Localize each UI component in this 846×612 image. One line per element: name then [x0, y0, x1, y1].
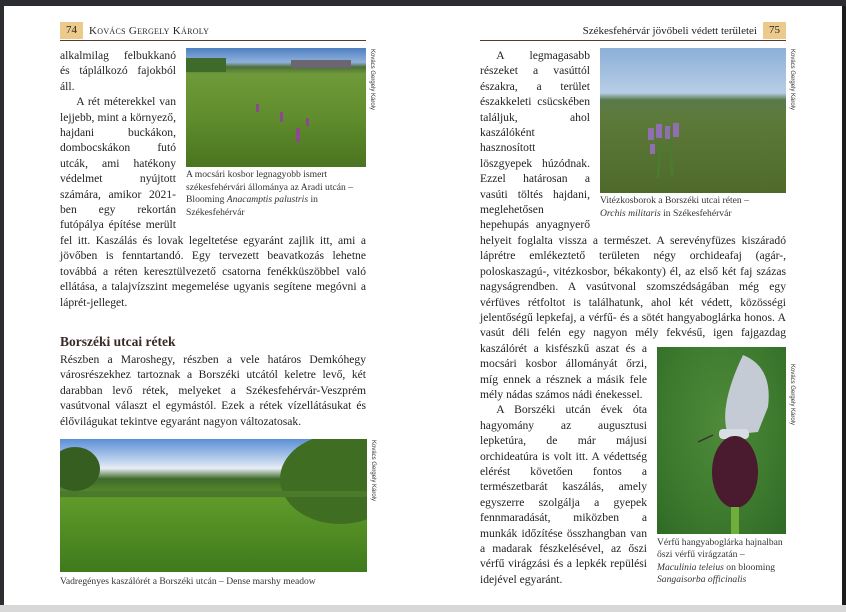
species-name: Maculinia teleius: [657, 561, 724, 573]
page-75: [423, 6, 842, 605]
photo-butterfly: [657, 347, 786, 534]
photo-credit: Kovács Gergely Károly: [369, 49, 375, 111]
page-74: [4, 6, 423, 605]
orchid-graphic: [600, 48, 786, 193]
page-header: [60, 22, 366, 41]
figure-marsh-orchid: [186, 48, 375, 219]
page-header: [480, 22, 786, 41]
photo-credit: Kovács Gergely Károly: [370, 439, 376, 501]
page-number: 74: [60, 22, 83, 39]
photo-caption: [186, 169, 366, 219]
body-text: kiszáradó láprétre emlékeztető területen négy orchideafaj (agár-, poloskaszagú-, vitézkosbor, békakonty) él, az első két faj százas nagyságrendben. A vasútvonal szomszédságában még egy vérfüves rétfoltot is találhatunk, ahol két védett, közösségi jelentőségű lepkefaj, a vérfű- és a sötét hangyaboglárka honos. A vasút déli felén egy nagyon mély fekvésű, igen: [480, 233, 786, 340]
butterfly-graphic: [673, 347, 786, 534]
species-name: Sangaisorba officinalis: [657, 574, 747, 586]
page-number: 75: [763, 22, 786, 39]
column-text: A rét méterekkel van lejjebb, mint a környező, hajdani buckákon, dombocskákon futó utcák, ami hatékony védelmet nyújtott számára, amikor 2021-ben egy rekortán futópálya építése merült fel itt. Kaszálás: [60, 95, 176, 247]
caption-en: in Székesfehérvár: [186, 194, 318, 218]
photo-credit: Kovács Gergely Károly: [789, 49, 795, 111]
figure-military-orchids: [600, 48, 795, 220]
figure-borszeki-meadow: [60, 439, 376, 589]
caption-hu: A mocsári kosbor legnagyobb ismert székesfehérvári állománya az Aradi utcán –: [186, 169, 354, 193]
body-text: és lovak legeltetése egyaránt zajlik itt, ami a jövőben is fenntartandó. Egy tervezett beavatkozás lehetne továbbá a réten keresztülvezető csatorna fenékküszöbbel való ellátása, a talajvízszint megemelése ugyanis segítene megóvni a láprét-jelleget.: [60, 233, 366, 309]
bottom-bar: [0, 605, 846, 612]
book-spread: [4, 6, 842, 605]
paragraph: A Borszéki utcán évek óta hagyomány az augusztusi lepketúra, de már májusi orchideatúra is volt itt. A védettség elérést követően fontos a természetbarát kaszálás, amely egyszerre szolgálja a gyepek fennmaradását, miközben a munkák időzítése összhangban van a madarak fészkelésével, az őszi vérfű virágzási és a lepkék repülési idejével egyaránt.: [480, 403, 647, 586]
orchid-graphic: [186, 48, 366, 167]
running-head: Kovács Gergely Károly: [89, 24, 210, 37]
running-head: Székesfehérvár jövőbeli védett területei: [582, 24, 757, 37]
photo-caption: [657, 537, 786, 587]
photo-caption: Vadregényes kaszálórét a Borszéki utcán – Dense marshy meadow: [60, 575, 316, 587]
caption-hu: Vérfű hangyaboglárka hajnalban őszi vérfű virágzatán –: [657, 536, 783, 561]
paragraph: alkalmilag felbukkanó és táplálkozó fajokból áll.: [60, 49, 176, 93]
photo-military-orchids: [600, 48, 786, 193]
species-name: Anacamptis palustris: [226, 194, 309, 205]
caption-en: in Székesfehérvár: [660, 207, 732, 219]
photo-caption: [600, 195, 786, 220]
photo-borszeki-meadow: [60, 439, 367, 572]
photo-credit: Kovács Gergely Károly: [789, 363, 795, 425]
photo-marsh-orchid-meadow: [186, 48, 366, 167]
caption-hu: Vitézkosborok a Borszéki utcai réten –: [600, 195, 749, 206]
species-name: Orchis militaris: [600, 207, 661, 219]
caption-en: Blooming: [186, 194, 227, 205]
column-text: fajgazdag kaszálórét a kisfészkű aszat és a mocsári kosbor állományát őrzi, míg ennek a résznek a másik fele mély nádas számos nádi énekessel.: [480, 326, 786, 401]
scrollbar[interactable]: [842, 6, 846, 605]
figure-butterfly: [657, 347, 795, 587]
trees-graphic: [60, 439, 367, 572]
paragraph: Részben a Maroshegy, részben a vele határos Demkóhegy városrészekhez tartoznak a Borszéki utcától keletre levő, két darabban levő rétek, melyeket a Székesfehérvár-Veszprém vasútvonal választ el egymástól. Ezek a rétek vízellátásukat és élővilágukat tekintve egyaránt nagyon változatosak.: [60, 352, 366, 428]
column-text: A legmagasabb részeket a vasúttól északra, a terület északkeleti csücskében találjuk, ahol kaszálóként hasznosított löszgyepek húzódnak. Ezzel határosan a vasúti töltés hajdani, meglehetősen hepehupás anyagnyerő helyeit foglalta vissza a természet. A serevényfüzes: [480, 49, 736, 247]
caption-en: on blooming: [723, 561, 776, 573]
section-heading: Borszéki utcai rétek: [60, 333, 176, 349]
